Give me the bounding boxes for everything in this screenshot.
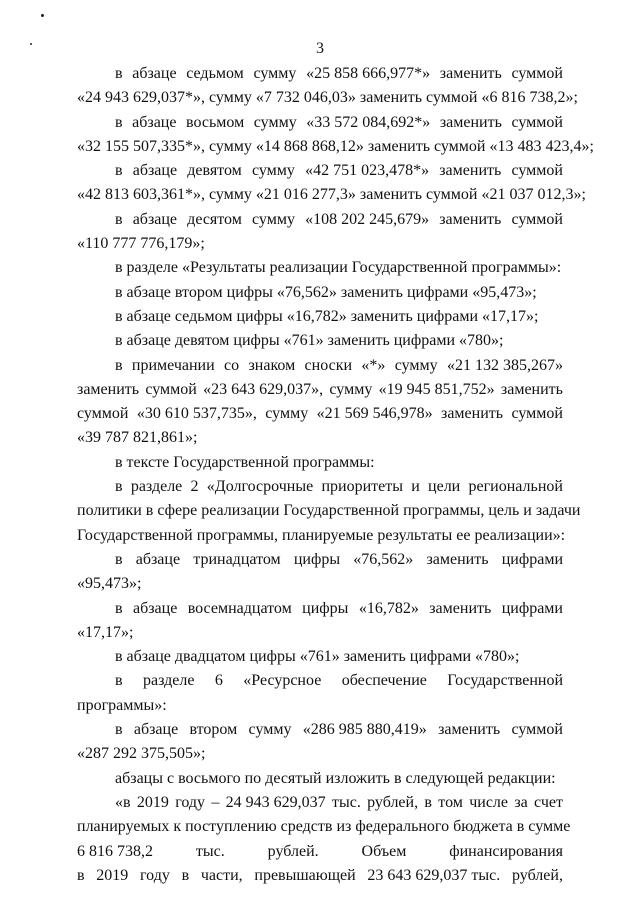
word: числе — [469, 793, 508, 811]
word: десятом — [187, 210, 242, 228]
word: в — [115, 162, 123, 180]
paragraph-line: «32 155 507,335*», сумму «14 868 868,12» заменить суммой «13 483 423,4»; — [77, 137, 594, 155]
paragraph — [77, 208, 563, 257]
word: абзаце — [132, 65, 177, 82]
word: «в — [115, 793, 131, 811]
word: 2019 — [96, 866, 129, 884]
paragraph-line: «24 943 629,037*», сумму «7 732 046,03» заменить суммой «6 816 738,2»; — [77, 89, 578, 107]
word: разделе — [130, 478, 183, 496]
word: «33 572 084,692*» — [306, 113, 431, 131]
word: рублей, — [367, 793, 419, 811]
word: суммой — [511, 721, 563, 739]
word: счет — [534, 793, 563, 811]
word: цели — [428, 478, 461, 496]
paragraph-line: «39 787 821,861»; — [77, 429, 198, 447]
word: сумму — [265, 405, 309, 423]
paragraph: в абзаце двадцатом цифры «761» заменить цифрами «780»; — [115, 648, 520, 666]
paragraph-line — [77, 208, 563, 232]
word: «21 569 546,978» — [316, 405, 433, 423]
paragraph-line: «110 777 776,179»; — [77, 235, 205, 253]
word: финансирования — [449, 842, 563, 860]
word: тыс. — [195, 842, 225, 860]
word: тыс. — [331, 793, 361, 811]
word: году — [175, 793, 206, 811]
word: со — [224, 356, 240, 374]
word: сумму — [329, 380, 373, 398]
paragraph-line — [77, 864, 563, 888]
word: «30 610 537,735», — [136, 405, 257, 423]
paragraph — [77, 159, 586, 208]
paragraph-line — [77, 62, 563, 86]
word: Объем — [361, 842, 407, 860]
word: году — [140, 866, 170, 884]
word: в — [77, 866, 85, 884]
word: 6 816 738,2 — [77, 842, 153, 860]
word: заменить — [441, 405, 504, 423]
word: «*» — [361, 356, 386, 374]
word: заменить — [438, 721, 501, 739]
word: заменить — [439, 210, 502, 228]
word: абзаце — [133, 721, 179, 739]
word: заменить — [439, 65, 502, 82]
word: втором — [189, 721, 238, 739]
word: «25 858 666,977*» — [306, 65, 431, 82]
word: суммой — [511, 113, 563, 131]
word: сумму — [253, 65, 297, 82]
word: «21 132 385,267» — [446, 356, 563, 374]
word: сумму — [394, 356, 438, 374]
word: превышающей — [254, 866, 356, 884]
word: в — [115, 356, 123, 374]
paragraph: в абзаце девятом цифры «761» заменить цифрами «780»; — [115, 332, 504, 350]
word: в — [115, 113, 123, 131]
word: сумму — [251, 162, 295, 180]
word: в — [115, 210, 123, 228]
word: в — [115, 65, 123, 82]
word: «19 945 851,752» — [378, 380, 495, 398]
word: суммой — [511, 210, 563, 228]
word: рублей. — [267, 842, 319, 860]
paragraph-line — [77, 718, 563, 742]
word: 2 — [190, 478, 199, 496]
paragraph — [77, 111, 594, 160]
document-body — [77, 62, 594, 888]
paragraph-line — [77, 402, 563, 426]
paragraph: в тексте Государственной программы: — [115, 453, 375, 471]
word: суммой — [77, 405, 129, 423]
word: сумму — [253, 113, 297, 131]
paragraph-line: «287 292 375,505»; — [77, 745, 206, 763]
paragraph — [77, 475, 581, 548]
word: в — [115, 478, 123, 496]
word: суммой — [511, 162, 563, 180]
paragraph — [77, 791, 571, 888]
word: 24 943 629,037 — [225, 793, 326, 811]
paragraph-line: Государственной программы, планируемые результаты ее реализации»: — [77, 526, 566, 544]
paragraph — [77, 62, 578, 111]
word: заменить — [439, 113, 502, 131]
word: 23 643 629,037 тыс. — [367, 866, 501, 884]
paragraph-line — [77, 111, 563, 135]
paragraph: в абзаце восемнадцатом цифры «16,782» заменить цифрами «17,17»; — [77, 599, 563, 641]
paragraph-line — [77, 791, 563, 815]
word: в — [181, 866, 190, 884]
word: абзаце — [132, 162, 178, 180]
word: знаком — [248, 356, 296, 374]
paragraph — [77, 718, 563, 767]
word: «23 643 629,037», — [203, 380, 324, 398]
word: 2019 — [136, 793, 169, 811]
paragraph — [77, 354, 563, 451]
paragraph: в абзаце тринадцатом цифры «76,562» заменить цифрами «95,473»; — [77, 550, 563, 593]
paragraph-line: планируемых к поступлению средств из федерального бюджета в сумме — [77, 818, 571, 836]
paragraph-line — [77, 475, 563, 499]
paragraph-line — [77, 354, 563, 378]
word: за — [514, 793, 528, 811]
word: заменить — [77, 380, 140, 398]
paragraph: абзацы с восьмого по десятый изложить в следующей редакции: — [115, 769, 556, 787]
paragraph-line: «42 813 603,361*», сумму «21 016 277,3» заменить суммой «21 037 012,3»; — [77, 186, 586, 204]
word: – — [211, 793, 220, 811]
word: суммой — [145, 380, 197, 398]
paragraph: в разделе 6 «Ресурсное обеспечение Государственной программы»: — [77, 672, 563, 714]
word: региональной — [468, 478, 563, 496]
paragraph: в разделе «Результаты реализации Государственной программы»: — [115, 259, 562, 277]
word: абзаце — [132, 210, 178, 228]
word: сумму — [248, 721, 292, 739]
word: «286 985 880,419» — [302, 721, 427, 739]
word: суммой — [511, 405, 563, 423]
word: девятом — [187, 162, 242, 180]
paragraph-line — [77, 378, 563, 402]
word: сноски — [304, 356, 353, 374]
paragraph: в абзаце седьмом цифры «16,782» заменить цифрами «17,17»; — [115, 307, 539, 325]
word: том — [438, 793, 463, 811]
word: рублей, — [511, 866, 563, 884]
paragraph-line — [77, 840, 563, 864]
word: приоритеты — [321, 478, 403, 496]
word: и — [411, 478, 420, 496]
page-number: 3 — [316, 40, 324, 57]
paragraph: в абзаце втором цифры «76,562» заменить цифрами «95,473»; — [115, 283, 537, 301]
word: примечании — [131, 356, 215, 374]
word: «42 751 023,478*» — [305, 162, 430, 180]
word: «108 202 245,679» — [305, 210, 430, 228]
paragraph-line — [77, 159, 563, 183]
word: суммой — [511, 65, 563, 82]
word: в — [115, 721, 123, 739]
word: в — [424, 793, 432, 811]
word: сумму — [252, 210, 295, 228]
scan-artifact-dot — [41, 14, 44, 17]
paragraph-line: политики в сфере реализации Государственной программы, цель и задачи — [77, 502, 581, 520]
word: заменить — [500, 380, 563, 398]
word: «Долгосрочные — [206, 478, 314, 496]
word: абзаце — [132, 113, 177, 131]
word: седьмом — [186, 65, 244, 82]
word: части, — [200, 866, 243, 884]
word: восьмом — [186, 113, 245, 131]
word: заменить — [439, 162, 502, 180]
